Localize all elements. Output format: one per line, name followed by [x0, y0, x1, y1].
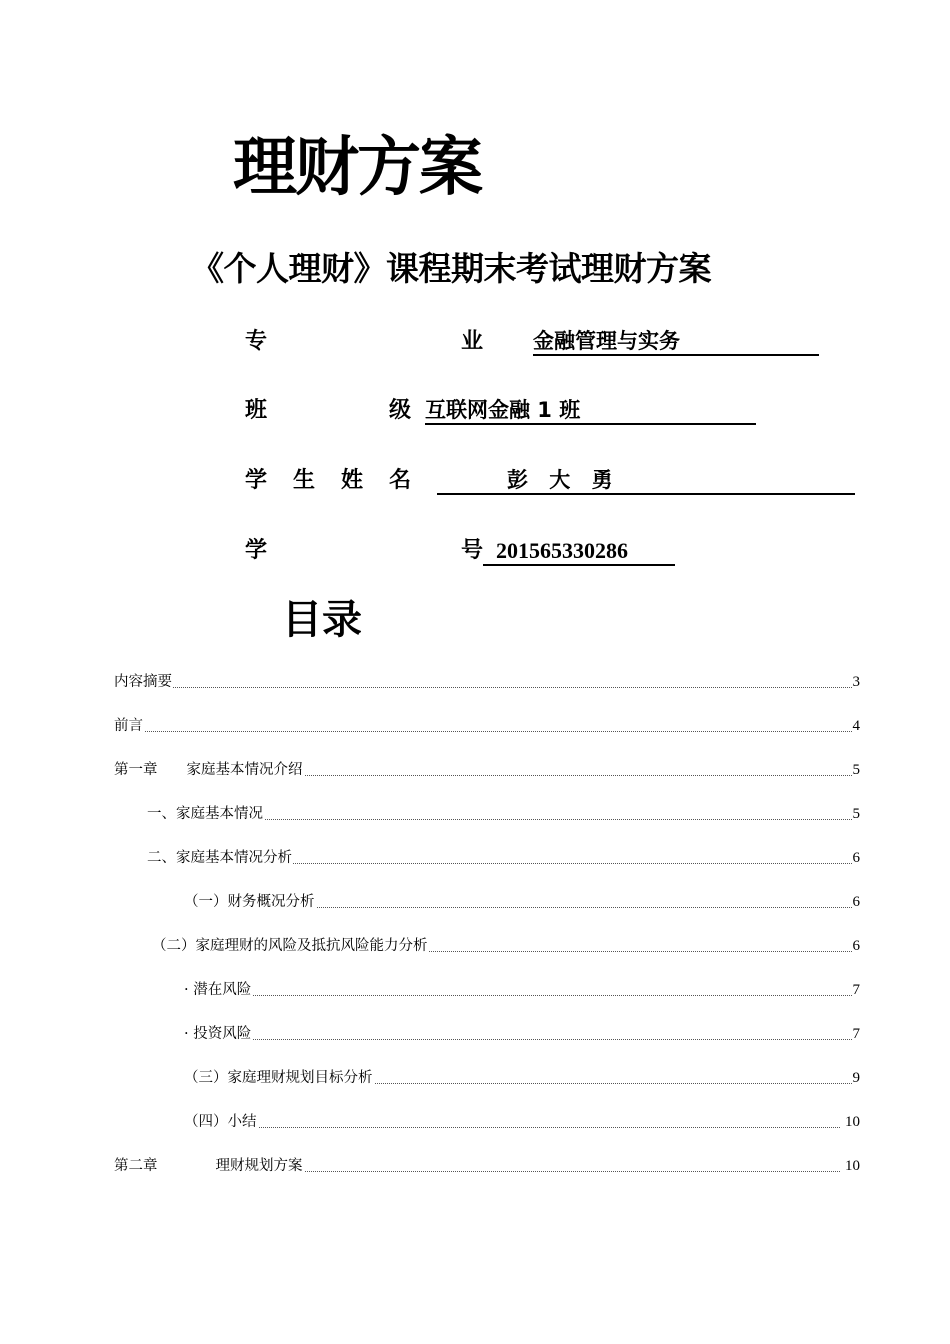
- major-label-start: 专: [245, 329, 268, 354]
- toc-entry[interactable]: [0, 716, 950, 736]
- toc-entry[interactable]: [0, 848, 950, 868]
- toc-entry[interactable]: [0, 936, 950, 956]
- toc-entry-label: 第一章 家庭基本情况介绍: [114, 762, 303, 778]
- document-subtitle: 《个人理财》课程期末考试理财方案: [191, 249, 711, 288]
- toc-entry-label: 一、家庭基本情况: [147, 806, 263, 822]
- toc-entry-page: 6: [852, 894, 860, 910]
- toc-entry[interactable]: [0, 1068, 950, 1088]
- toc-leader: [114, 668, 858, 688]
- class-label-start: 班: [245, 398, 268, 423]
- document-title: 理财方案: [233, 131, 481, 205]
- toc-entry-label: · 投资风险: [184, 1026, 252, 1042]
- toc-entry-page: 5: [852, 762, 860, 778]
- toc-entry-page: 7: [852, 982, 860, 998]
- toc-entry[interactable]: [0, 892, 950, 912]
- toc-entry-page: 9: [852, 1070, 860, 1086]
- major-label-end: 业: [461, 329, 484, 354]
- toc-entry-label: （三）家庭理财规划目标分析: [184, 1070, 373, 1086]
- name-label-char: 姓: [341, 468, 364, 493]
- toc-entry[interactable]: [0, 980, 950, 1000]
- toc-entry-page: 10: [845, 1114, 860, 1130]
- toc-entry-label: （二）家庭理财的风险及抵抗风险能力分析: [152, 938, 428, 954]
- toc-entry-label: （一）财务概况分析: [184, 894, 315, 910]
- student-name-value: 彭 大 勇: [437, 470, 855, 495]
- name-label-char: 生: [293, 468, 316, 493]
- id-label-start: 学: [245, 538, 268, 563]
- toc-entry[interactable]: [0, 804, 950, 824]
- toc-entry-page: 5: [852, 806, 860, 822]
- id-label-end: 号: [461, 538, 484, 563]
- toc-entry-label: （四）小结: [184, 1114, 257, 1130]
- toc-entry-label: 第二章 理财规划方案: [114, 1158, 303, 1174]
- toc-entry-label: 前言: [114, 718, 143, 734]
- toc-leader: [184, 976, 858, 996]
- name-label-char: 名: [389, 468, 412, 493]
- toc-entry[interactable]: [0, 1024, 950, 1044]
- toc-leader: [184, 1020, 858, 1040]
- toc-entry[interactable]: [0, 1112, 950, 1132]
- toc-entry-page: 6: [852, 938, 860, 954]
- toc-entry-label: · 潜在风险: [184, 982, 252, 998]
- class-value: 互联网金融 1 班: [425, 400, 756, 425]
- toc-entry[interactable]: [0, 1156, 950, 1176]
- toc-entry-label: 内容摘要: [114, 674, 172, 690]
- toc-entry-page: 7: [852, 1026, 860, 1042]
- toc-leader: [114, 712, 858, 732]
- major-value: 金融管理与实务: [533, 331, 819, 356]
- toc-entry[interactable]: [0, 672, 950, 692]
- toc-leader: [184, 1108, 840, 1128]
- class-label-end: 级: [389, 398, 412, 423]
- toc-entry-page: 10: [845, 1158, 860, 1174]
- toc-entry-page: 4: [852, 718, 860, 734]
- toc-entry-page: 3: [852, 674, 860, 690]
- name-label-char: 学: [245, 468, 268, 493]
- toc-entry-page: 6: [852, 850, 860, 866]
- toc-entry[interactable]: [0, 760, 950, 780]
- toc-title: 目录: [282, 597, 362, 643]
- toc-entry-label: 二、家庭基本情况分析: [147, 850, 292, 866]
- student-id-value: 201565330286: [483, 540, 675, 566]
